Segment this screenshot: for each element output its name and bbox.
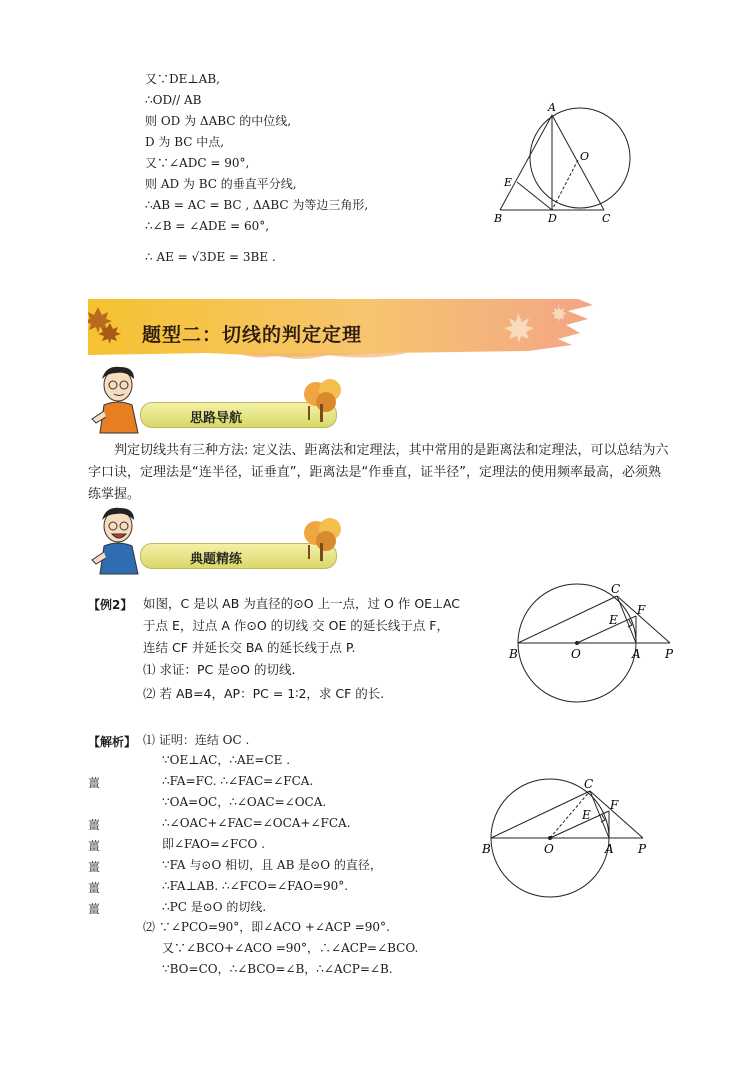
line-oe: [577, 616, 636, 643]
solution-line-6: 即∠FAO=∠FCO .: [162, 837, 265, 851]
margin-marker: 薑: [88, 839, 101, 853]
label-f: F: [637, 603, 646, 617]
proof-line-7: ∴AB = AC = BC , ΔABC 为等边三角形,: [145, 198, 369, 212]
solution-line-4: ∵OA=OC，∴∠OAC=∠OCA.: [162, 795, 327, 809]
label-c: C: [611, 582, 621, 596]
label-b: B: [509, 647, 518, 661]
segment-ab: [500, 115, 552, 210]
example-line-1: 如图，C 是以 AB 为直径的⊙O 上一点，过 O 作 OE⊥AC: [143, 596, 461, 611]
label-d: D: [548, 212, 557, 225]
line-ca: [617, 596, 636, 643]
example-q2: ⑵ 若 AB=4，AP：PC = 1∶2，求 CF 的长.: [143, 686, 385, 701]
margin-marker: 薑: [88, 881, 101, 895]
proof-line-2: ∴OD// AB: [145, 93, 202, 107]
label-a: A: [605, 842, 614, 856]
solution-line-5: ∴∠OAC+∠FAC=∠OCA+∠FCA.: [162, 816, 351, 830]
center-dot: [548, 836, 552, 840]
autumn-tree-icon: [298, 376, 348, 426]
solution-line-12: ∵BO=CO，∴∠BCO=∠B，∴∠ACP=∠B.: [162, 962, 393, 976]
line-ca: [590, 791, 609, 838]
line-oe: [550, 811, 609, 838]
label-e: E: [582, 808, 591, 822]
solution-line-11: 又∵∠BCO+∠ACO =90°，∴∠ACP=∠BCO.: [162, 941, 419, 955]
proof-line-3: 则 OD 为 ΔABC 的中位线,: [145, 114, 292, 128]
label-e: E: [609, 613, 618, 627]
figure-top-triangle: [490, 100, 640, 225]
solution-line-8: ∴FA⊥AB. ∴∠FCO=∠FAO=90°.: [162, 879, 349, 893]
example-line-2: 于点 E，过点 A 作⊙O 的切线 交 OE 的延长线于点 F，: [143, 618, 449, 633]
label-c: C: [602, 212, 611, 225]
margin-marker: 薑: [88, 902, 101, 916]
figure-example: [505, 580, 685, 710]
example-line-3: 连结 CF 并延长交 BA 的延长线于点 P.: [143, 640, 356, 655]
figure-solution: [478, 775, 658, 905]
label-e: E: [504, 176, 513, 189]
proof-line-9: ∴ AE = √3DE = 3BE .: [145, 250, 276, 264]
label-c: C: [584, 777, 594, 791]
segment-od: [552, 160, 578, 210]
proof-line-1: 又∵DE⊥AB,: [145, 72, 220, 86]
proof-line-6: 则 AD 为 BC 的垂直平分线,: [145, 177, 297, 191]
solution-line-3: ∴FA=FC. ∴∠FAC=∠FCA.: [162, 774, 314, 788]
solution-line-2: ∵OE⊥AC，∴AE=CE .: [162, 753, 291, 767]
proof-line-4: D 为 BC 中点,: [145, 135, 225, 149]
solution-line-10: ⑵ ∵∠PCO=90°，即∠ACO +∠ACP =90°.: [143, 920, 390, 934]
margin-marker: 薑: [88, 776, 101, 790]
label-f: F: [610, 798, 619, 812]
solution-line-1: ⑴ 证明：连结 OC .: [143, 733, 250, 747]
guide-label: 思路导航: [190, 411, 243, 426]
label-a: A: [548, 101, 556, 114]
solution-line-9: ∴PC 是⊙O 的切线.: [162, 900, 267, 914]
label-p: P: [665, 647, 674, 661]
solution-tag: 【解析】: [88, 735, 137, 749]
label-o: O: [544, 842, 554, 856]
autumn-tree-icon: [298, 515, 348, 565]
label-b: B: [494, 212, 503, 225]
line-bc: [518, 596, 617, 643]
label-o: O: [571, 647, 581, 661]
practice-label: 典题精练: [190, 552, 243, 567]
guide-paragraph: 判定切线共有三种方法: 定义法、距离法和定理法，其中常用的是距离法和定理法，可以总结为六字口诀，定理法是“连半径，证垂直”，距离法是“作垂直，证半径”，定理法的使用频率最高，必须熟练掌握。: [88, 443, 669, 502]
example-tag: 【例2】: [88, 598, 133, 612]
margin-marker: 薑: [88, 818, 101, 832]
label-a: A: [632, 647, 641, 661]
proof-line-5: 又∵∠ADC = 90°,: [145, 156, 250, 170]
label-b: B: [482, 842, 491, 856]
example-q1: ⑴ 求证：PC 是⊙O 的切线.: [143, 662, 296, 677]
solution-line-7: ∵FA 与⊙O 相切，且 AB 是⊙O 的直径，: [162, 858, 382, 872]
label-p: P: [638, 842, 647, 856]
proof-line-8: ∴∠B = ∠ADE = 60°,: [145, 219, 270, 233]
label-o: O: [580, 150, 590, 163]
line-bc: [491, 791, 590, 838]
margin-marker: 薑: [88, 860, 101, 874]
center-dot: [575, 641, 579, 645]
section-title: 题型二：切线的判定定理: [142, 324, 363, 346]
